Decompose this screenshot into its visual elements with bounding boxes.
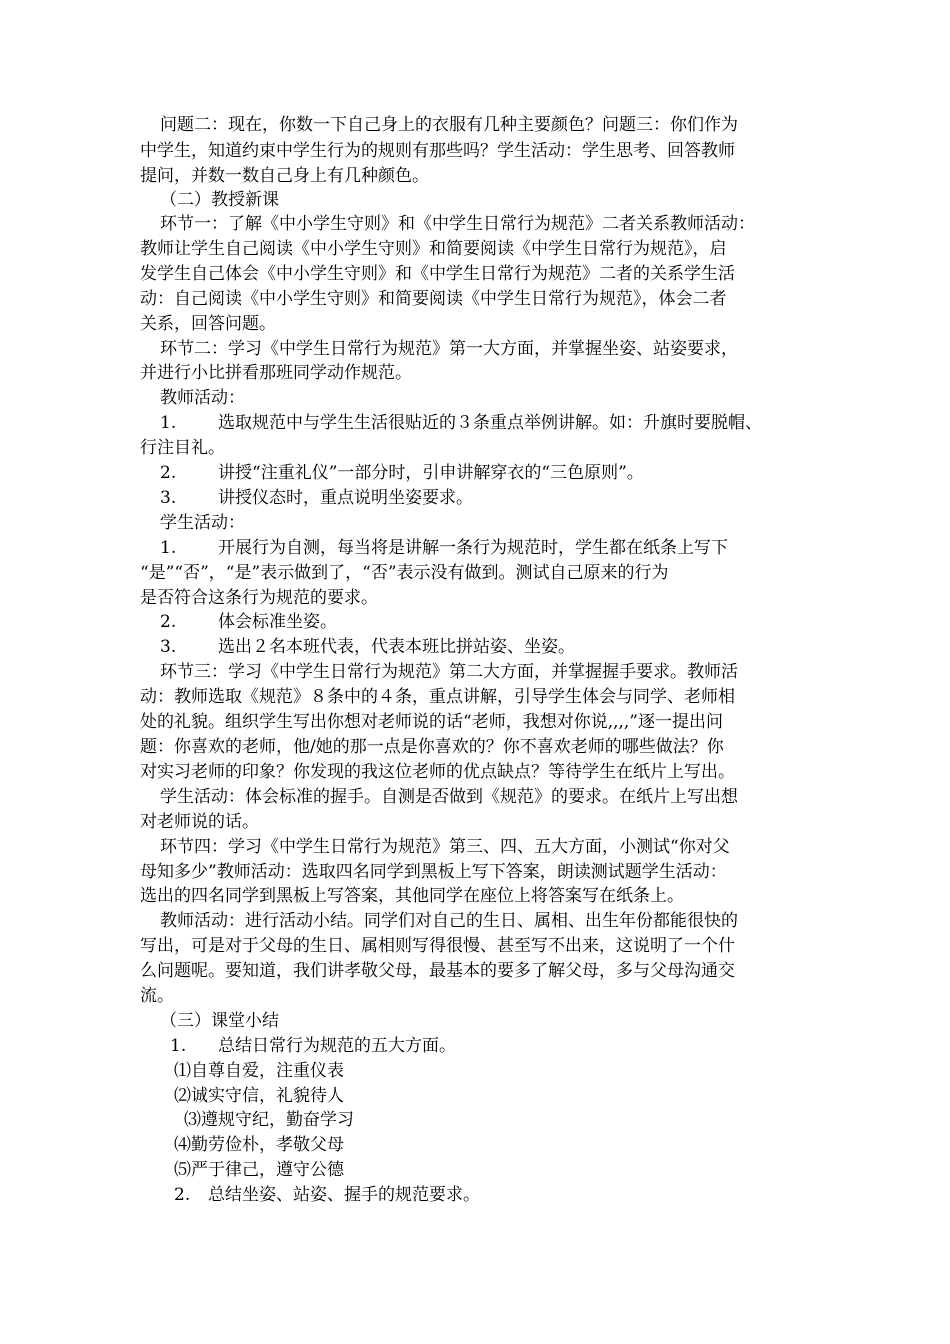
list-number: 3. <box>160 488 177 508</box>
paragraph-line: 教师活动：进行活动小结。同学们对自己的生日、属相、出生年份都能很快的 <box>160 911 738 931</box>
student-activity-label: 学生活动： <box>160 513 245 533</box>
paragraph-line: 问题二：现在，你数一下自己身上的衣服有几种主要颜色？问题三：你们作为 <box>160 115 738 135</box>
paragraph-line: 环节二：学习《中学生日常行为规范》第一大方面，并掌握坐姿、站姿要求， <box>160 339 738 359</box>
teacher-activity-label: 教师活动： <box>160 388 245 408</box>
section-heading: （二）教授新课 <box>160 190 279 210</box>
paragraph-line: 行注目礼。 <box>140 438 225 458</box>
paragraph-line: 么问题呢。要知道，我们讲孝敬父母，最基本的要多了解父母，多与父母沟通交 <box>140 961 735 981</box>
paragraph-line: 流。 <box>140 986 174 1006</box>
paragraph-line: 是否符合这条行为规范的要求。 <box>140 588 378 608</box>
list-number: 1. <box>160 538 177 558</box>
paragraph-line: 发学生自己体会《中小学生守则》和《中学生日常行为规范》二者的关系学生活 <box>140 264 735 284</box>
list-item <box>160 486 473 510</box>
summary-item: ⑵诚实守信，礼貌待人 <box>174 1086 344 1106</box>
paragraph-line: 环节三：学习《中学生日常行为规范》第二大方面，并掌握握手要求。教师活 <box>160 662 738 682</box>
list-number: 3. <box>160 637 177 657</box>
summary-item: ⑸严于律己，遵守公德 <box>174 1160 344 1180</box>
list-item <box>174 1183 480 1207</box>
paragraph-line: 对老师说的话。 <box>140 812 259 832</box>
paragraph-line: 并进行小比拼看那班同学动作规范。 <box>140 363 412 383</box>
section-heading: （三）课堂小结 <box>160 1011 279 1031</box>
list-number: 2. <box>174 1185 191 1205</box>
paragraph-line: 对实习老师的印象？你发现的我这位老师的优点缺点？等待学生在纸片上写出。 <box>140 762 735 782</box>
list-text: 开展行为自测，每当将是讲解一条行为规范时，学生都在纸条上写下 <box>218 538 728 558</box>
paragraph-line: 环节四：学习《中学生日常行为规范》第三、四、五大方面，小测试“你对父 <box>160 837 730 857</box>
list-text: 总结坐姿、站姿、握手的规范要求。 <box>208 1185 480 1205</box>
paragraph-line: 提问，并数一数自己身上有几种颜色。 <box>140 166 429 186</box>
paragraph-line: 动：教师选取《规范》８条中的４条，重点讲解，引导学生体会与同学、老师相 <box>140 687 735 707</box>
paragraph-line: 教师让学生自己阅读《中小学生守则》和简要阅读《中学生日常行为规范》，启 <box>140 239 727 259</box>
list-number: 1. <box>160 413 177 433</box>
summary-item: ⑴自尊自爱，注重仪表 <box>174 1061 344 1081</box>
paragraph-line: 关系，回答问题。 <box>140 314 276 334</box>
paragraph-line: 题：你喜欢的老师，他/她的那一点是你喜欢的？你不喜欢老师的哪些做法？你 <box>140 737 724 757</box>
list-item <box>160 610 337 634</box>
list-number: 1. <box>170 1036 187 1056</box>
list-text: 讲授仪态时，重点说明坐姿要求。 <box>218 488 473 508</box>
paragraph-line: 写出，可是对于父母的生日、属相则写得很慢、甚至写不出来，这说明了一个什 <box>140 936 735 956</box>
list-text: 讲授“注重礼仪”一部分时，引申讲解穿衣的“三色原则”。 <box>218 463 644 483</box>
list-item <box>170 1034 456 1058</box>
paragraph-line: 处的礼貌。组织学生写出你想对老师说的话“老师，我想对你说,,,,”逐一提出问 <box>140 712 723 732</box>
paragraph-line: 母知多少”教师活动：选取四名同学到黑板上写下答案，朗读测试题学生活动： <box>140 862 727 882</box>
list-item <box>160 461 644 485</box>
paragraph-line: 环节一：了解《中小学生守则》和《中学生日常行为规范》二者关系教师活动： <box>160 214 755 234</box>
list-text: 总结日常行为规范的五大方面。 <box>218 1036 456 1056</box>
list-number: 2. <box>160 612 177 632</box>
list-number: 2. <box>160 463 177 483</box>
paragraph-line: 动：自己阅读《中小学生守则》和简要阅读《中学生日常行为规范》，体会二者 <box>140 289 727 309</box>
paragraph-line: 中学生，知道约束中学生行为的规则有那些吗？学生活动：学生思考、回答教师 <box>140 141 735 161</box>
paragraph-line: “是”“否”，“是”表示做到了，“否”表示没有做到。测试自己原来的行为 <box>140 563 669 583</box>
list-item <box>160 635 575 659</box>
list-text: 体会标准坐姿。 <box>218 612 337 632</box>
list-item <box>160 411 762 435</box>
summary-item: ⑶遵规守纪，勤奋学习 <box>184 1110 354 1130</box>
list-text: 选出２名本班代表，代表本班比拼站姿、坐姿。 <box>218 637 575 657</box>
paragraph-line: 学生活动：体会标准的握手。自测是否做到《规范》的要求。在纸片上写出想 <box>160 787 738 807</box>
paragraph-line: 选出的四名同学到黑板上写答案，其他同学在座位上将答案写在纸条上。 <box>140 886 684 906</box>
list-item <box>160 536 728 560</box>
list-text: 选取规范中与学生生活很贴近的３条重点举例讲解。如：升旗时要脱帽、 <box>218 413 762 433</box>
summary-item: ⑷勤劳俭朴，孝敬父母 <box>174 1135 344 1155</box>
